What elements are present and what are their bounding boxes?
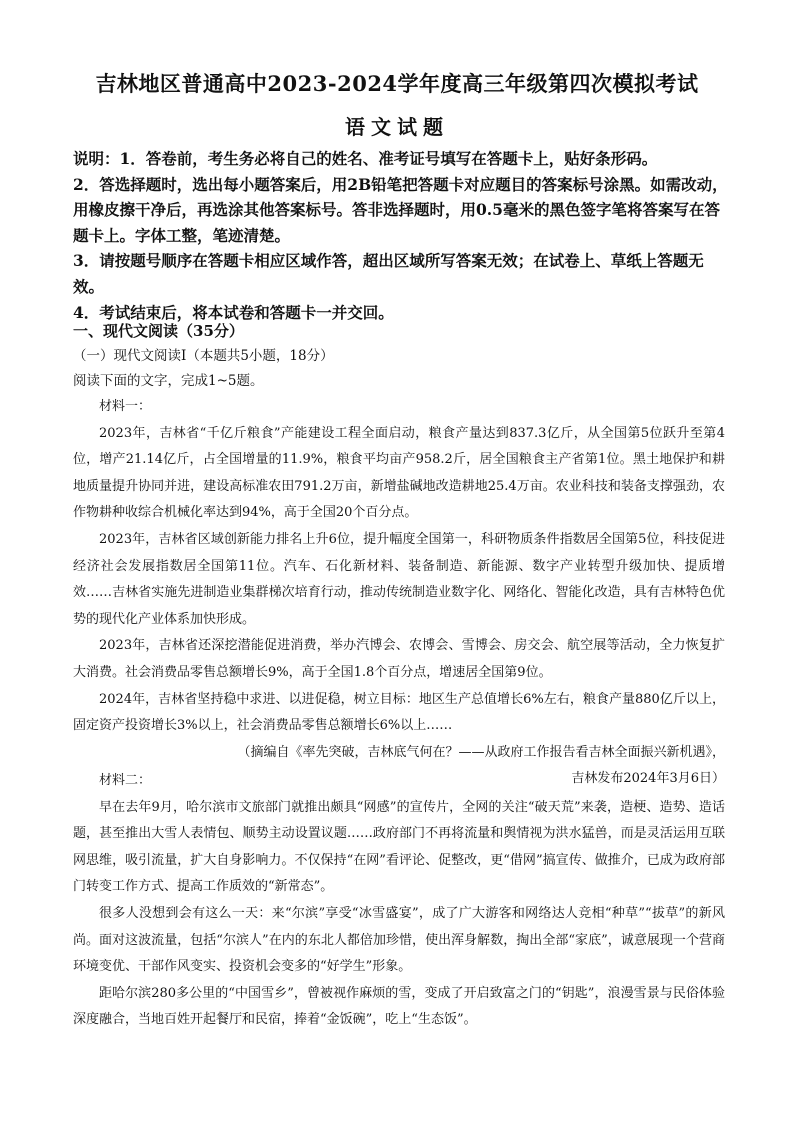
material-2-paragraph: 很多人没想到会有这么一天：来“尔滨”享受“冰雪盛宴”，成了广大游客和网络达人竞相“种草”“拔草”的新风尚。面对这波流量，包括“尔滨人”在内的东北人都倍加珍惜，使出浑身解数，掏出全部“家底”，诚意展现一个营商环境变优、干部作风变实、投资机会变多的“好学生”形象。 — [73, 905, 725, 975]
instruction-note-2: 2．答选择题时，选出每小题答案后，用2B铅笔把答题卡对应题目的答案标号涂黑。如需改动，用橡皮擦干净后，再选涂其他答案标号。答非选择题时，用0.5毫米的黑色签字笔将答案写在答题卡上。字体工整，笔迹清楚。 — [73, 174, 728, 245]
material-1-source-date: 吉林发布2024年3月6日） — [571, 771, 725, 787]
material-2-paragraph: 距哈尔滨280多公里的“中国雪乡”，曾被视作麻烦的雪，变成了开启致富之门的“钥匙”，浪漫雪景与民俗体验深度融合，当地百姓开起餐厅和民宿，捧着“金饭碗”，吃上“生态饭”。 — [73, 985, 725, 1028]
instruction-note-1: 说明：1．答卷前，考生务必将自己的姓名、准考证号填写在答题卡上，贴好条形码。 — [73, 149, 658, 168]
material-1-source: （摘编自《率先突破，吉林底气何在？——从政府工作报告看吉林全面振兴新机遇》， — [237, 744, 725, 760]
material-1-paragraph: 2023年，吉林省还深挖潜能促进消费，举办汽博会、农博会、雪博会、房交会、航空展等活动，全力恢复扩大消费。社会消费品零售总额增长9%，高于全国1.8个百分点，增速居全国第9位。 — [73, 638, 725, 680]
reading-instruction: 阅读下面的文字，完成1~5题。 — [73, 373, 264, 389]
material-1-paragraph: 2023年，吉林省区域创新能力排名上升6位，提升幅度全国第一，科研物质条件指数居全国第5位，科技促进经济社会发展指数居全国第11位。汽车、石化新材料、装备制造、新能源、数字产业转型升级加快、提质增效……吉林省实施先进制造业集群梯次培育行动，推动传统制造业数字化、网络化、智能化改造，具有吉林特色优势的现代化产业体系加快形成。 — [73, 531, 725, 627]
exam-subtitle: 语文试题 — [345, 115, 449, 139]
section-heading: 一、现代文阅读（35分） — [73, 322, 244, 340]
material-1 — [73, 394, 725, 793]
material-2 — [73, 768, 725, 1034]
material-1-label: 材料一： — [99, 399, 152, 414]
material-1-paragraph: 2023年，吉林省“千亿斤粮食”产能建设工程全面启动，粮食产量达到837.3亿斤，从全国第5位跃升至第4位，增产21.14亿斤，占全国增量的11.9%，粮食平均亩产958.2斤，居全国粮食主产省第1位。黑土地保护和耕地质量提升协同并进，建设高标准农田791.2万亩，新增盐碱地改造耕地25.4万亩。农业科技和装备支撑强劲，农作物耕种收综合机械化率达到94%，高于全国20个百分点。 — [73, 425, 725, 521]
material-2-paragraph: 早在去年9月，哈尔滨市文旅部门就推出颇具“网感”的宣传片，全网的关注“破天荒”来袭，造梗、造势、造话题，甚至推出大雪人表情包、顺势主动设置议题……政府部门不再将流量和舆情视为洪水猛兽，而是灵活运用互联网思维，吸引流量，扩大自身影响力。不仅保持“在网”看评论、促整改，更“借网”搞宣传、做推介，已成为政府部门转变工作方式、提高工作质效的“新常态”。 — [73, 799, 725, 895]
material-2-label: 材料二： — [99, 773, 152, 788]
section-subheading: （一）现代文阅读I（本题共5小题，18分） — [73, 348, 334, 364]
instruction-note-4: 4．考试结束后，将本试卷和答题卡一并交回。 — [73, 302, 394, 322]
instructions-block — [73, 146, 728, 325]
exam-title: 吉林地区普通高中2023-2024学年度高三年级第四次模拟考试 — [95, 71, 699, 96]
instruction-note-3: 3．请按题号顺序在答题卡相应区域作答，超出区域所写答案无效；在试卷上、草纸上答题无效。 — [73, 251, 704, 296]
material-1-paragraph: 2024年，吉林省坚持稳中求进、以进促稳，树立目标：地区生产总值增长6%左右，粮食产量880亿斤以上，固定资产投资增长3%以上，社会消费品零售总额增长6%以上…… — [73, 691, 725, 734]
